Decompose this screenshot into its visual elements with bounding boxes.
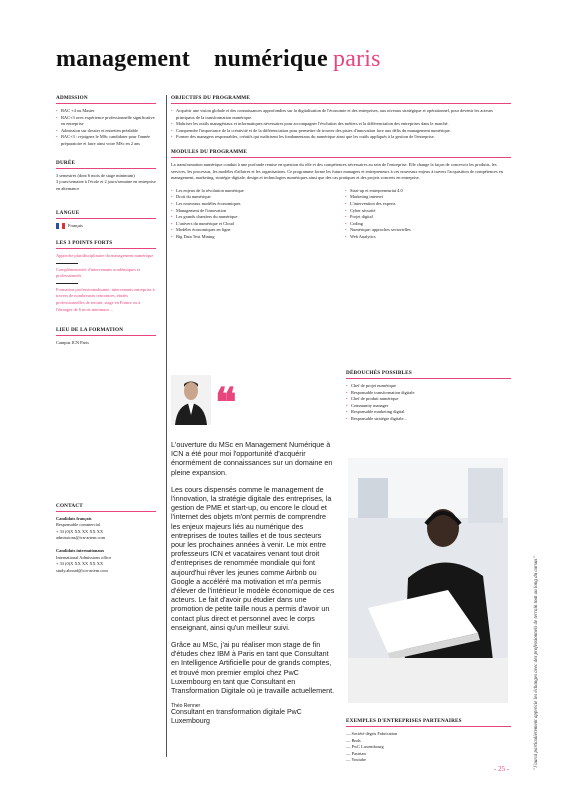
- list-item: • Acquérir une vision globale et des connaissances approfondies sur la digitalisation de l'économie et des entreprises, aux niveaux stratégique et opérationnel, pour devenir les acteurs principaux de la transformation numérique.: [171, 108, 511, 121]
- list-item: • L'univers du numérique et Cloud: [171, 221, 337, 228]
- contact-heading: CONTACT: [56, 502, 83, 509]
- title-word-2: numérique: [214, 46, 328, 72]
- divider: [346, 378, 511, 379]
- title-word-1: management: [56, 46, 190, 72]
- duree-line-1: 3 semestres (dont 6 mois de stage minimum): [56, 172, 135, 178]
- list-item: • Modèles économiques en ligne: [171, 227, 337, 234]
- list-item: • BAC+3 avec expérience professionnelle significative en entreprise: [56, 115, 156, 128]
- divider: [171, 157, 511, 158]
- debouches-heading: DÉBOUCHÉS POSSIBLES: [346, 370, 412, 376]
- list-item: • Community manager: [346, 403, 511, 410]
- list-item: • BAC+3 : rejoignez le MSc candidater pour l'année préparatoire et faire ainsi votre MSc en 2 ans: [56, 134, 156, 147]
- french-flag-icon: [56, 223, 65, 229]
- testimonial: [171, 440, 336, 726]
- list-item: • Les nouveaux modèles économiques: [171, 201, 337, 208]
- list-item: • Projet digital: [345, 214, 511, 221]
- exemple-item: — Pastrian: [346, 750, 366, 756]
- divider: [56, 248, 156, 249]
- lieu-value: Campus ICN Paris: [56, 340, 89, 346]
- modules-heading: MODULES DU PROGRAMME: [171, 148, 248, 155]
- list-item: • Les grands chantiers du numérique: [171, 214, 337, 221]
- contact-2-title: Candidats internationaux: [56, 548, 105, 554]
- exemples-heading: EXEMPLES D'ENTREPRISES PARTENAIRES: [346, 718, 462, 724]
- duree-line-2: 3 jours/semaine à l'école et 2 jours/semaine en entreprise en alternance: [56, 179, 156, 191]
- duree-heading: DURÉE: [56, 159, 76, 166]
- testimonial-name: Théo Renner: [171, 703, 201, 710]
- lieu-heading: LIEU DE LA FORMATION: [56, 327, 124, 334]
- point-fort-3: Formation professionnalisante: intervenants entreprise à travers de nombreuses rencontres, études professionnelles de terrain, stage en France ou à l'étranger de 6 mois minimum ...: [56, 286, 155, 312]
- list-item: • Web Analytics: [345, 234, 511, 241]
- testimonial-role: Consultant en transformation digitale PwC Luxembourg: [171, 709, 302, 725]
- langue-heading: LANGUE: [56, 210, 80, 217]
- testimonial-p3: Grâce au MSc, j'ai pu réaliser mon stage de fin d'études chez IBM à Paris en tant que Consultant en Intelligence Artificielle pour de grands comptes, et trouvé mon premier emploi chez PwC Luxembourg en tant que Consultant en Transformation Digitale où je travaille actuellement.: [171, 640, 335, 696]
- list-item: • Management de l'innovation: [171, 208, 337, 215]
- student-laptop-photo: [348, 458, 508, 703]
- list-item: • Coding: [345, 221, 511, 228]
- divider: [56, 511, 156, 512]
- contact-1-title: Candidats français: [56, 515, 92, 521]
- list-item: • BAC +4 ou Master: [56, 108, 156, 115]
- exemple-item: — Bnds: [346, 737, 361, 743]
- testimonial-p2: Les cours dispensés comme le management de l'innovation, la stratégie digitale des entreprises, la gestion de PME et start-up, ou encore le cloud et l'internet des objets m'ont permis de comprendre les enjeux majeurs liés au numérique des entreprises de toutes tailles et de tous secteurs pour les prochaines années à venir. Le mix entre professeurs ICN et vacataires venant tout droit d'entreprises de renommée mondiale qui font aujourd'hui rêver les jeunes comme Airbnb ou Google a accéléré ma motivation et m'a permis d'élever de l'intérieur le modèle économique de ces acteurs. Le fait d'avoir pu étudier dans une promotion de petite taille nous a permis d'avoir un contact plus direct et personnel avec le corps enseignant, ainsi qu'un meilleur suivi.: [171, 484, 335, 632]
- admission-list: [56, 108, 156, 148]
- list-item: • Comprendre l'importance de la créativité et de la différenciation pour permettre de trouver des pistes d'innovation face aux défis du management numérique.: [171, 128, 511, 135]
- modules-list-left: [171, 188, 337, 241]
- list-item: • Responsable stratégie digitale...: [346, 416, 511, 423]
- quote-mark-icon: ❝: [215, 380, 237, 425]
- divider: [56, 218, 156, 219]
- exemple-item: — PwC Luxembourg: [346, 744, 384, 750]
- point-fort-1: Approche pluridisciplinaire du management numérique: [56, 252, 154, 258]
- debouches-list: [346, 383, 511, 423]
- page-title: [56, 46, 516, 76]
- list-item: • Responsable transformation digitale: [346, 390, 511, 397]
- points-forts-heading: LES 3 POINTS FORTS: [56, 239, 113, 246]
- list-item: • Les enjeux de la révolution numérique: [171, 188, 337, 195]
- point-fort-2: Complémentarité d'intervenants académiques et professionnels: [56, 266, 141, 279]
- list-item: • Marketing internet: [345, 194, 511, 201]
- contact-1-phone: + 33 (0)X XX XX XX XX: [56, 528, 104, 534]
- divider: [56, 283, 78, 284]
- column-divider: [166, 95, 167, 757]
- objectifs-heading: OBJECTIFS DU PROGRAMME: [171, 95, 251, 101]
- modules-intro: La transformation numérique conduit à une profonde remise en question du rôle et des compétences nécessaires au sein de l'entreprise. Elle change la façon de concevoir les produits, les services, les processus, les modèles d'affaires et les organisations. Ce programme forme les futurs managers et entrepreneurs à ces nouveaux enjeux à travers l'acquisition de compétences en management, marketing, stratégie digitale, design et technologies numériques ainsi que des cas pratiques et des projets concrets en entreprise.: [171, 161, 503, 181]
- list-item: • Former des managers responsables, créatifs qui maîtrisent les fondamentaux du numérique ainsi que les outils appliqués à la gestion de l'entreprise.: [171, 134, 511, 141]
- list-item: • Big Data Text Mining: [171, 234, 337, 241]
- contact-2-phone: + 33 (0)X XX XX XX XX: [56, 561, 104, 567]
- divider: [171, 103, 511, 104]
- list-item: • Numérique: approches sectorielles: [345, 227, 511, 234]
- list-item: • Chef de projet numérique: [346, 383, 511, 390]
- list-item: • L'intervention des experts: [345, 201, 511, 208]
- contact-2-email[interactable]: study.abroad@icn-artem.com: [56, 567, 108, 573]
- contact-2-name: International Admissions office: [56, 554, 112, 560]
- list-item: • Chef de produit numérique: [346, 396, 511, 403]
- page-number: - 25 -: [494, 765, 510, 773]
- langue-value-row: [56, 223, 156, 230]
- right-column: [346, 370, 511, 423]
- contact-1-name: Responsable commercial: [56, 522, 101, 528]
- divider: [346, 726, 511, 727]
- list-item: • Admission sur dossier et entretien préalable: [56, 128, 156, 135]
- divider: [56, 263, 78, 264]
- divider: [56, 168, 156, 169]
- title-word-3: paris: [333, 46, 381, 72]
- exemple-item: — Youtube: [346, 757, 367, 763]
- student-portrait: [171, 375, 211, 425]
- objectifs-list: [171, 108, 511, 141]
- langue-value: Français: [68, 223, 83, 229]
- list-item: • Cyber sécurité: [345, 208, 511, 215]
- modules-list-right: [345, 188, 511, 241]
- admission-heading: ADMISSION: [56, 95, 88, 101]
- contact-1-email[interactable]: admissions@icn-artem.com: [56, 535, 106, 541]
- exemple-item: — Société dégris Fabrication: [346, 731, 398, 736]
- divider: [56, 103, 156, 104]
- list-item: • Start-up et entrepreneuriat 4.0: [345, 188, 511, 195]
- list-item: • Maîtriser les outils managériaux et informatiques nécessaires pour accompagner l'évolution des métiers et la différenciation des entreprises dans le marché.: [171, 121, 511, 128]
- testimonial-p1: L'ouverture du MSc en Management Numérique à ICN a été pour moi l'opportunité d'acquérir énormément de connaissances sur un domaine en pleine expansion.: [171, 440, 333, 477]
- side-quote: "J'aurai particulièrement apprécié les échanges avec des professionnels de terrain tout au long du cursus": [534, 556, 539, 770]
- exemples-section: [346, 718, 511, 764]
- main-content: [171, 95, 511, 241]
- left-sidebar: [56, 95, 156, 574]
- list-item: • Droit du numérique: [171, 194, 337, 201]
- modules-columns: [171, 188, 511, 241]
- list-item: • Responsable marketing digital: [346, 409, 511, 416]
- divider: [56, 335, 156, 336]
